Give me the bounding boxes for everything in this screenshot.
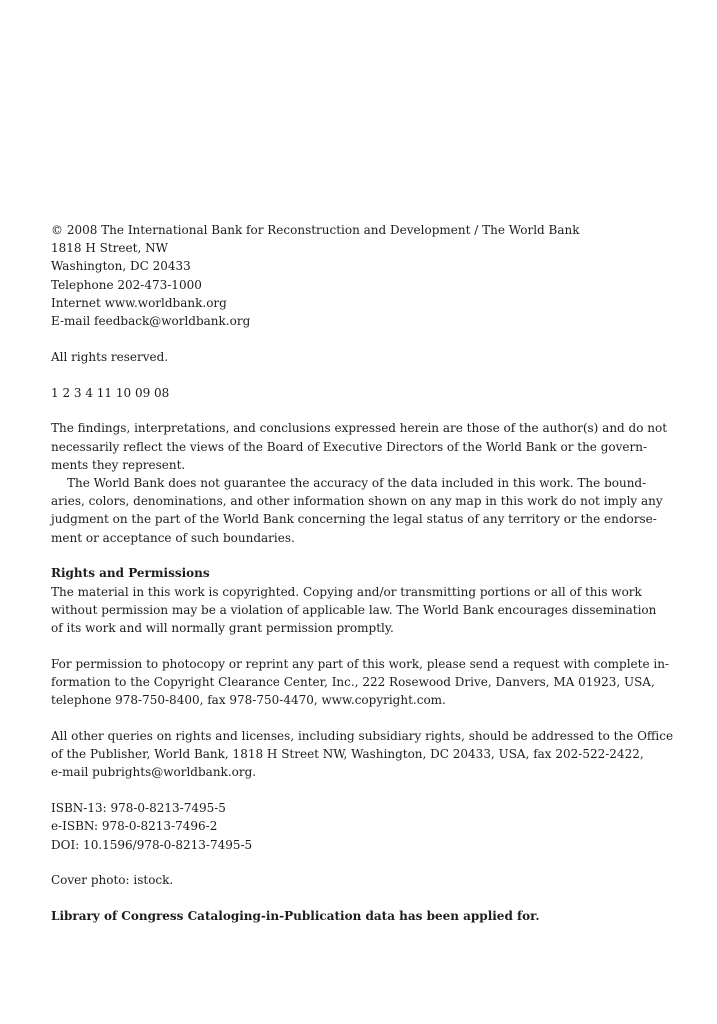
- section-heading: Rights and Permissions: [51, 566, 210, 581]
- publisher-address-block: [51, 221, 611, 330]
- disclaimer-line: ment or acceptance of such boundaries.: [51, 530, 295, 545]
- disclaimer: [51, 419, 668, 546]
- cover-photo-text: Cover photo: istock.: [51, 873, 174, 888]
- other-queries: [51, 727, 674, 782]
- copyright-page: [51, 221, 674, 943]
- queries-line: e-mail pubrights@worldbank.org.: [51, 765, 257, 780]
- telephone-line: Telephone 202-473-1000: [51, 277, 202, 292]
- address-city: Washington, DC 20433: [51, 259, 191, 274]
- disclaimer-line: The World Bank does not guarantee the accuracy of the data included in this work. The bound-: [67, 476, 647, 491]
- isbn-13: ISBN-13: 978-0-8213-7495-5: [51, 801, 226, 816]
- disclaimer-line: aries, colors, denominations, and other information shown on any map in this work do not imply any: [51, 494, 663, 509]
- disclaimer-line: judgment on the part of the World Bank concerning the legal status of any territory or the endorse-: [51, 512, 657, 527]
- disclaimer-line: ments they represent.: [51, 457, 186, 472]
- doi: DOI: 10.1596/978-0-8213-7495-5: [51, 837, 253, 852]
- email-line: E-mail feedback@worldbank.org: [51, 314, 251, 329]
- internet-line: Internet www.worldbank.org: [51, 295, 227, 310]
- photocopy-permission: [51, 655, 669, 710]
- permissions-line: The material in this work is copyrighted. Copying and/or transmitting portions or all of this work: [51, 584, 642, 599]
- identifiers: [51, 799, 611, 854]
- e-isbn: e-ISBN: 978-0-8213-7496-2: [51, 819, 218, 834]
- printing-line: [51, 384, 611, 402]
- loc-statement: [51, 907, 611, 925]
- photocopy-line: For permission to photocopy or reprint any part of this work, please send a request with complete in-: [51, 656, 669, 671]
- photocopy-line: telephone 978-750-8400, fax 978-750-4470, www.copyright.com.: [51, 693, 446, 708]
- queries-line: of the Publisher, World Bank, 1818 H Street NW, Washington, DC 20433, USA, fax 202-522-2422,: [51, 747, 644, 762]
- permissions-line: of its work and will normally grant permission promptly.: [51, 621, 394, 636]
- disclaimer-line: necessarily reflect the views of the Board of Executive Directors of the World Bank or the govern-: [51, 439, 648, 454]
- copyright-line: © 2008 The International Bank for Reconstruction and Development / The World Bank: [51, 223, 580, 237]
- printing-line-text: 1 2 3 4 11 10 09 08: [51, 385, 170, 400]
- queries-line: All other queries on rights and licenses, including subsidiary rights, should be addressed to the Office: [51, 729, 674, 744]
- rights-reserved: [51, 348, 611, 366]
- cover-photo-credit: [51, 871, 611, 889]
- address-street: 1818 H Street, NW: [51, 241, 168, 256]
- rights-reserved-text: All rights reserved.: [51, 349, 169, 364]
- disclaimer-line: The findings, interpretations, and conclusions expressed herein are those of the author(s) and do not: [51, 421, 668, 436]
- rights-and-permissions: [51, 564, 657, 637]
- loc-statement-text: Library of Congress Cataloging-in-Publication data has been applied for.: [51, 909, 540, 924]
- permissions-line: without permission may be a violation of applicable law. The World Bank encourages dissemination: [51, 602, 657, 617]
- photocopy-line: formation to the Copyright Clearance Center, Inc., 222 Rosewood Drive, Danvers, MA 01923, USA,: [51, 675, 655, 690]
